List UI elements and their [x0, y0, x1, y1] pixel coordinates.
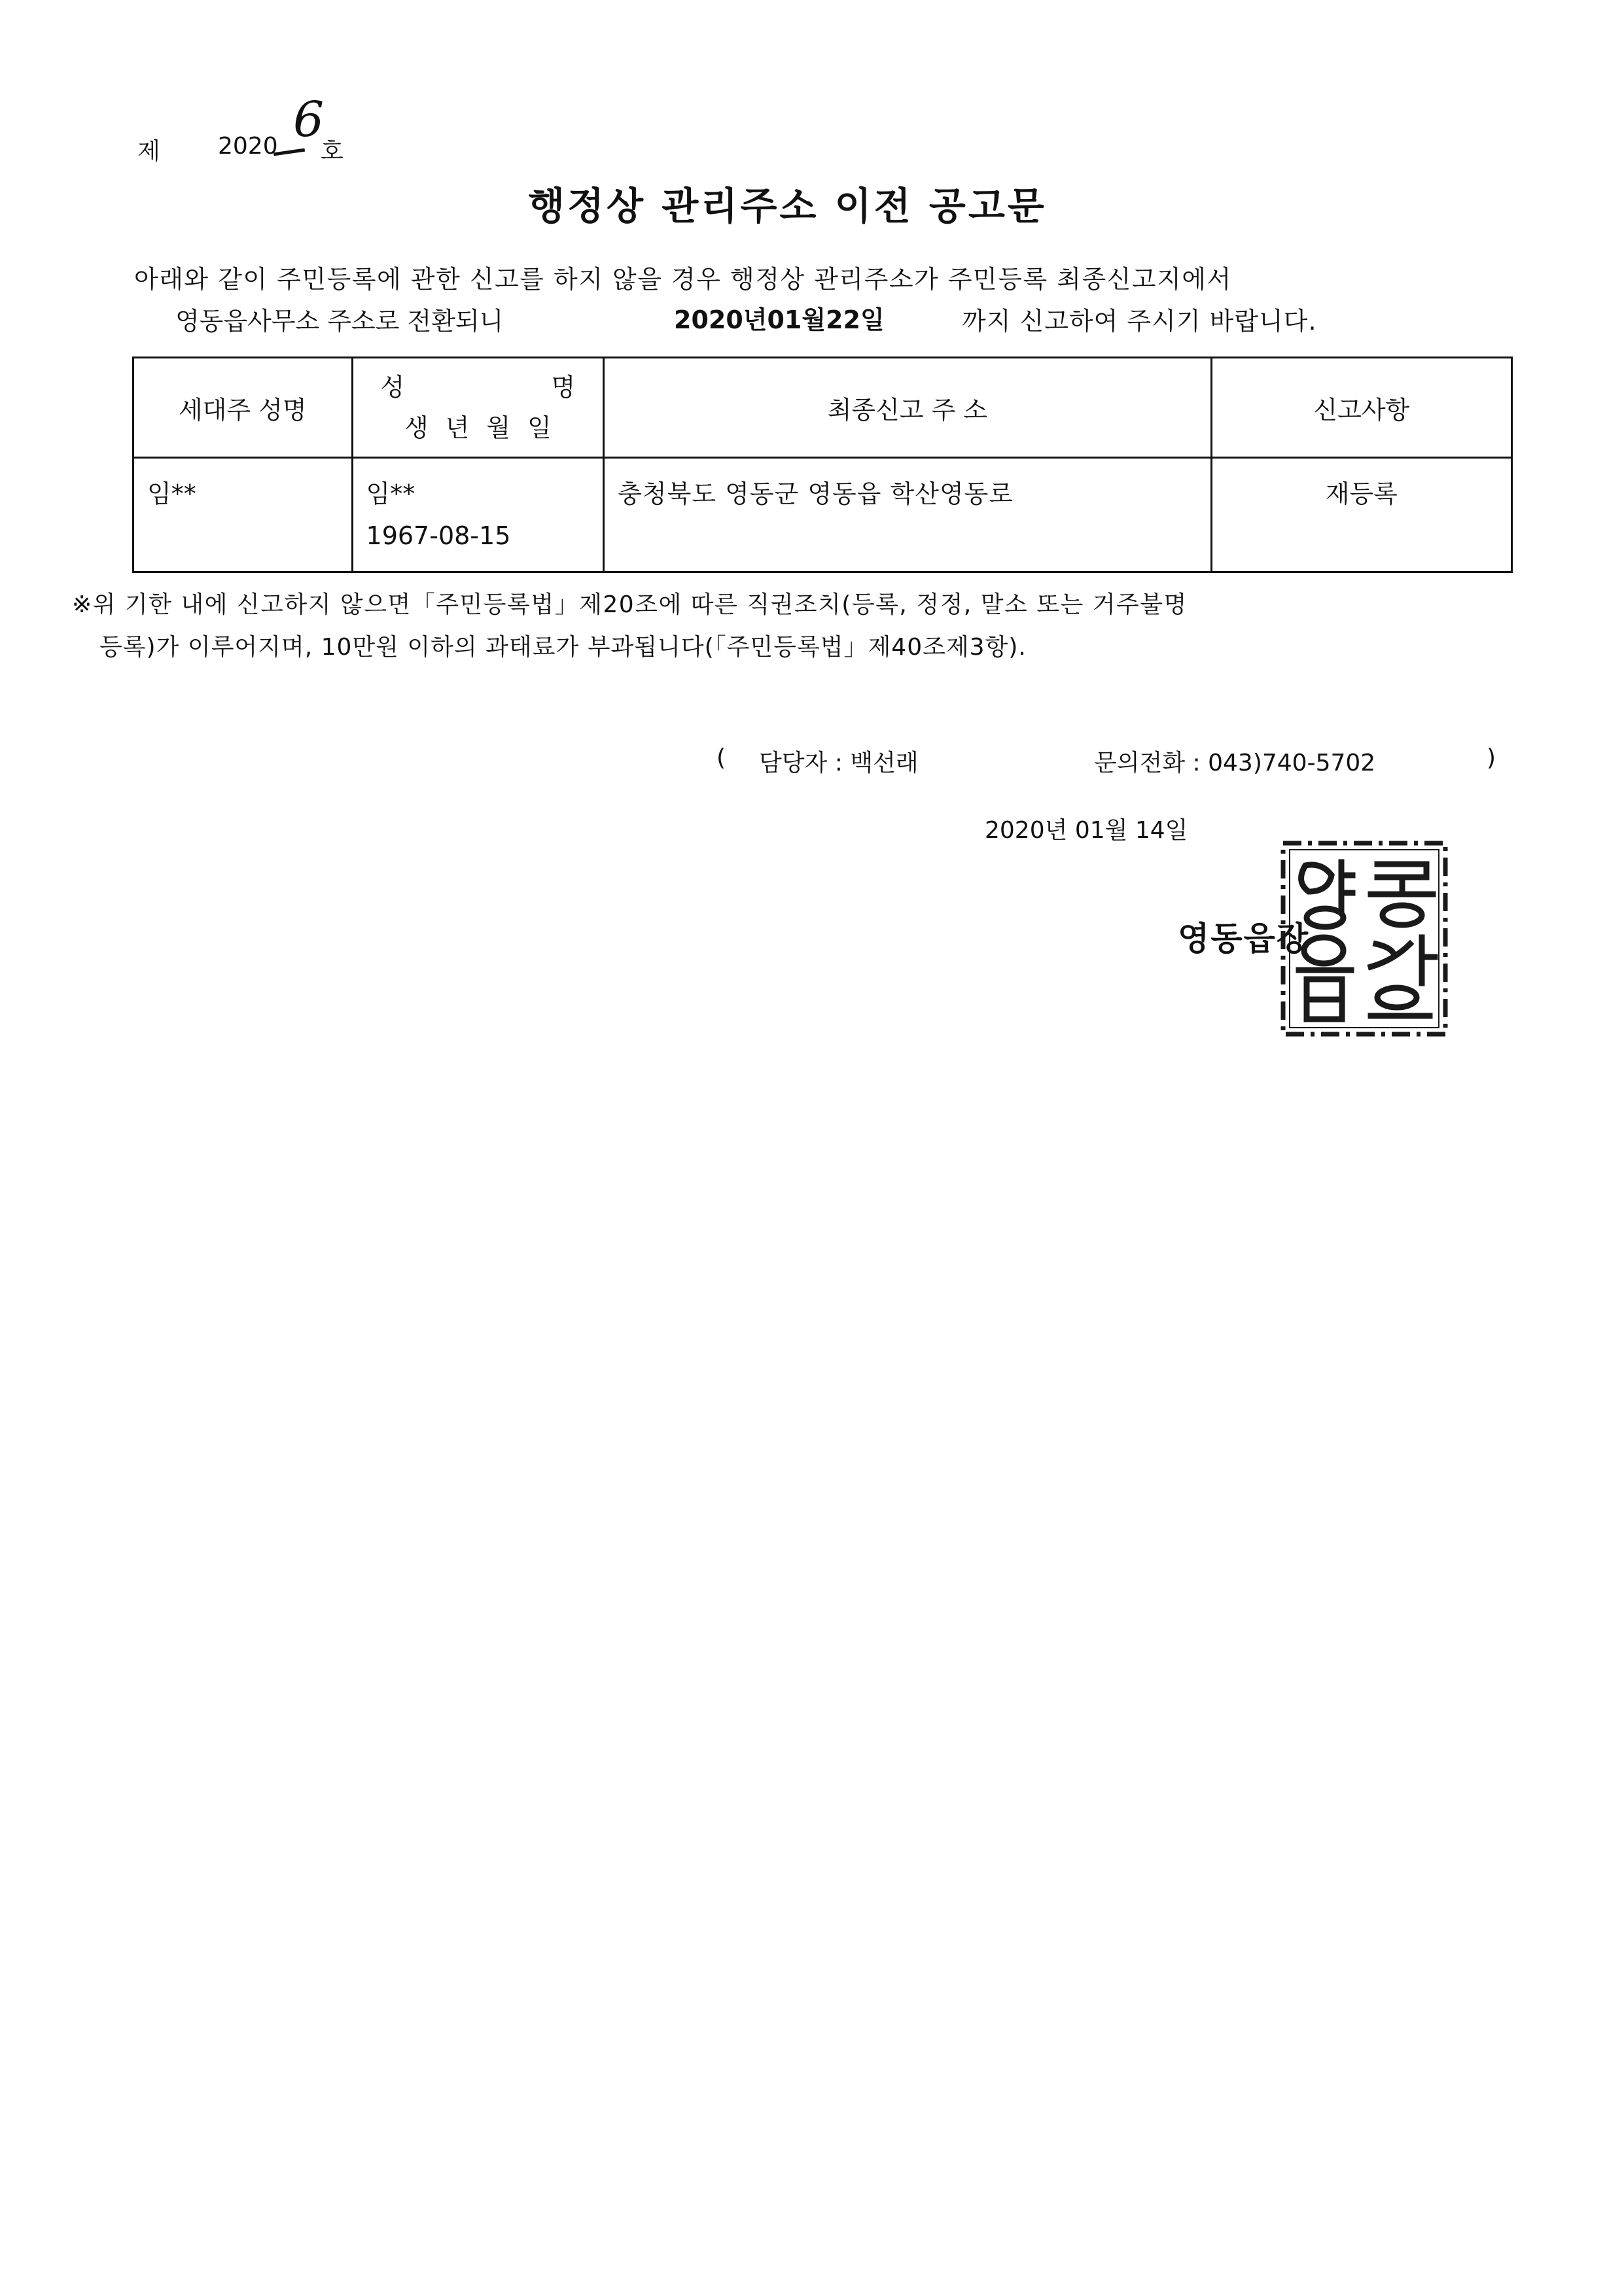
header-address [604, 358, 1211, 458]
header-name-left: 성 [380, 373, 405, 402]
header-address-label: 최종신고 주 소 [827, 395, 988, 425]
contact-person: 담당자 : 백선래 [759, 750, 919, 776]
intro-line-1: 아래와 같이 주민등록에 관한 신고를 하지 않을 경우 행정상 관리주소가 주민등록 최종신고지에서 [134, 265, 1232, 294]
cell-report [1211, 458, 1511, 572]
header-report [1211, 358, 1511, 458]
deadline-date: 2020년01월22일 [674, 305, 885, 334]
name-value: 임** [366, 479, 415, 508]
table-header-row [133, 358, 1512, 458]
handwritten-dash [274, 148, 305, 156]
doc-number-year: 2020 [218, 133, 278, 160]
header-report-label: 신고사항 [1313, 395, 1410, 425]
householder-value: 임** [147, 479, 196, 508]
header-name-right: 명 [551, 373, 576, 402]
signature-office: 영동읍장 [1178, 920, 1310, 958]
contact-close-paren: ) [1487, 744, 1496, 771]
header-householder [133, 358, 353, 458]
page-title: 행정상 관리주소 이전 공고문 [528, 184, 1047, 228]
notice-table [132, 357, 1513, 573]
report-value: 재등록 [1325, 479, 1398, 508]
cell-address [604, 458, 1211, 572]
doc-number-handwritten: 6 [293, 92, 325, 148]
cell-householder [133, 458, 353, 572]
doc-number-suffix: 호 [321, 138, 344, 165]
note-line-1: ※위 기한 내에 신고하지 않으면「주민등록법」제20조에 따른 직권조치(등록, 정정, 말소 또는 거주불명 [72, 591, 1188, 618]
header-householder-label: 세대주 성명 [178, 395, 307, 425]
contact-phone: 문의전화 : 043)740-5702 [1094, 750, 1376, 776]
intro-line-2-start: 영동읍사무소 주소로 전환되니 [175, 307, 504, 336]
address-value: 충청북도 영동군 영동읍 학산영동로 [618, 479, 1014, 508]
header-name-birth [352, 358, 604, 458]
intro-line-2-end: 까지 신고하여 주시기 바랍니다. [962, 307, 1317, 336]
issue-date: 2020년 01월 14일 [985, 817, 1188, 844]
cell-name-birth [352, 458, 604, 572]
contact-open-paren: ( [716, 744, 726, 771]
note-line-2: 등록)가 이루어지며, 10만원 이하의 과태료가 부과됩니다(「주민등록법」제40조제3항). [99, 634, 1027, 661]
header-birth-label: 생년월일 [404, 413, 569, 442]
birth-value: 1967-08-15 [366, 521, 511, 550]
doc-number-prefix: 제 [137, 138, 160, 165]
table-row [133, 458, 1512, 572]
